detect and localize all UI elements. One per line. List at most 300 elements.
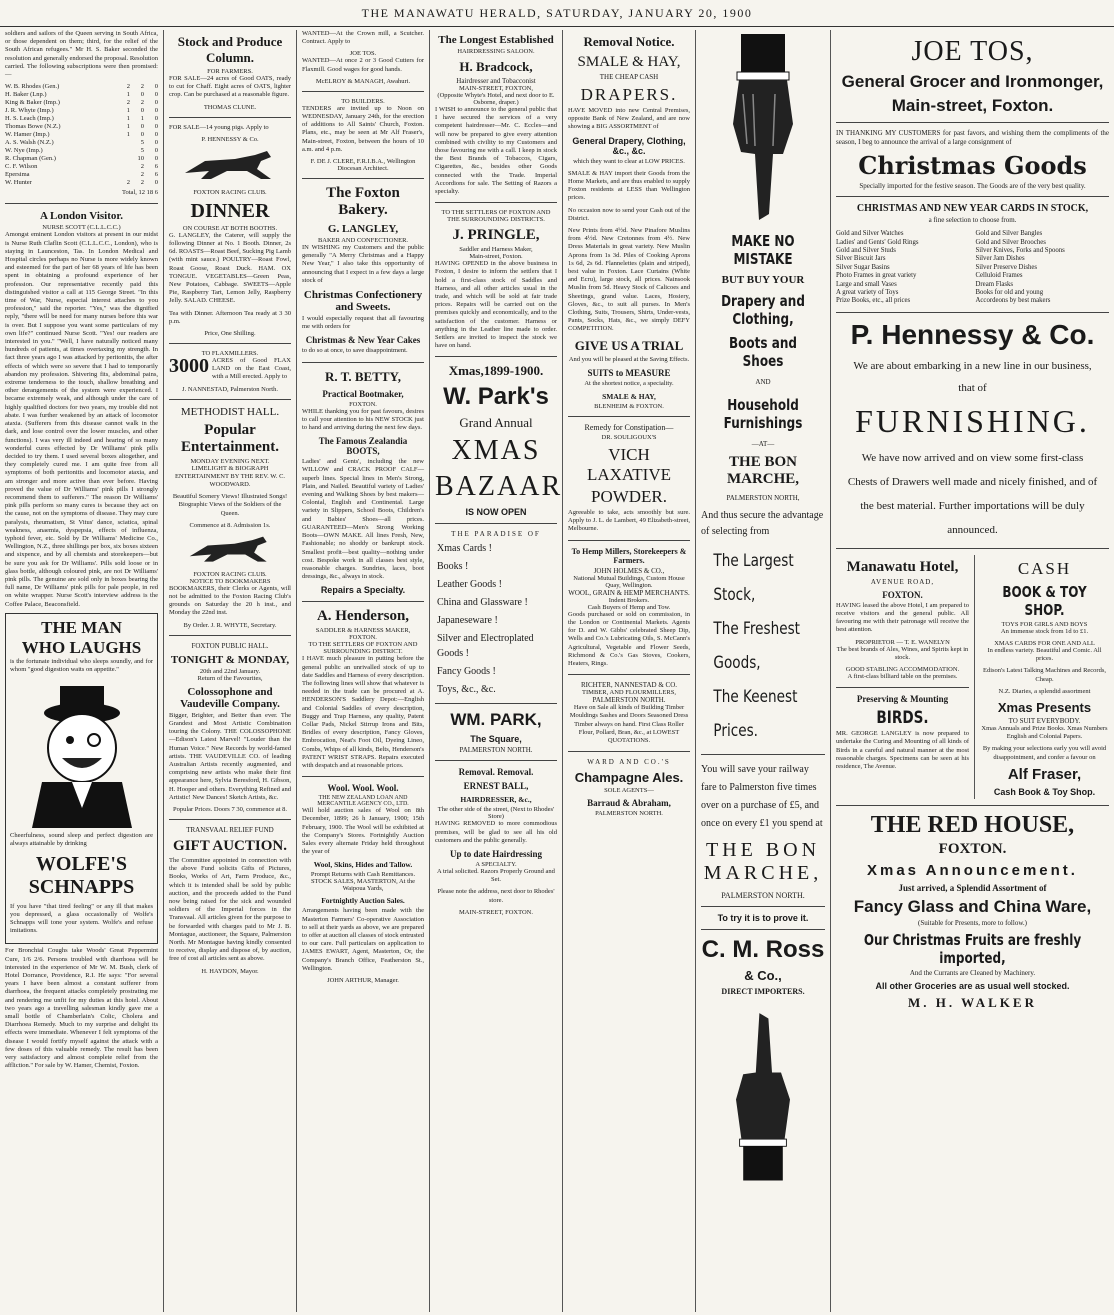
the-square: The Square, (470, 734, 522, 745)
suits-measure: SUITS to MEASURE (587, 367, 671, 378)
subscription-row (5, 83, 158, 91)
furnishing-body: We have now arrived and on view some first-class Chests of Drawers well made and nicely finished, and of the best material. Further importations will be duly announced. (847, 451, 1098, 536)
bon-palmerston: PALMERSTON NORTH, (726, 494, 800, 502)
holmes-address: National Mutual Buildings, Custom House Quay, Wellington. (573, 574, 685, 589)
henderson-body: I HAVE much pleasure in putting before the general public an unrivalled stock of up to date Saddles and Harness of every description. The following lines will show that whatever is needed in the trade can be procured at A. HENDERSON'S Saddlery Depot:—English and Colonial Saddles of every description, Buggy and Trap Harness, any quality, Patent Collar Pads, Nickel Stirrup Irons and Bits, Bridles of every description, Fancy Gloves, Embrocation, Neat's Foot Oil, Dyeing Lineo, Combs, Whips of all kinds, Belts, Henderson's PATENT WRIST STRAPS. Repairs executed with despatch and at reasonable prices. (302, 655, 424, 769)
constipation-remedy: Remedy for Constipation— (584, 423, 674, 433)
subscription-row (5, 131, 158, 139)
and-word: AND (755, 378, 771, 386)
fancy-glass: Fancy Glass and China Ware, (853, 896, 1092, 916)
subscription-amount: 6 (154, 163, 158, 171)
at-word: —AT— (751, 440, 775, 448)
gift-signature: H. HAYDON, Mayor. (201, 967, 259, 975)
racehorse-icon (175, 147, 285, 185)
ernest-ball: ERNEST BALL, (463, 781, 529, 792)
up-to-date: Up to date Hairdressing (449, 849, 543, 860)
bazaar-item: Silver and Electroplated Goods ! (437, 633, 534, 660)
subscriber-name: Thomas Bowe (N.Z.) (5, 123, 61, 131)
selection-early: By making your selections early you will avoid disappointment, and confer a favour on (982, 745, 1107, 761)
immense-stock: An immense stock from 1d to £1. (1000, 627, 1089, 635)
tenders-body: TENDERS are invited up to Noon on WEDNESDAY, January 24th, for the erection of additions to All Saints' Church, Foxton. Plans, etc., may be seen at Mr Alf Fraser's, Main-street, Foxton, between the hours of 10 a.m. and 4 p.m. (302, 104, 424, 153)
smale-hay: SMALE & HAY, (577, 54, 681, 70)
commence: Commence at 8. Admission 1s. (189, 521, 271, 529)
bazaar-word: BAZAAR (435, 471, 562, 503)
smale-body-3: SMALE & HAY import their Goods from the Home Markets, and are thus enabled to supply Foxton residents at LESS than Wellington prices. (568, 169, 690, 202)
ward-co: WARD AND CO.'S (587, 758, 671, 767)
henderson-name: A. Henderson, (316, 608, 410, 625)
subscription-amount (116, 163, 130, 171)
avenue-road: AVENUE ROAD, (870, 577, 935, 586)
betty-trade: Practical Bootmaker, (322, 388, 404, 399)
xmas-cakes: Christmas & New Year Cakes (305, 335, 421, 346)
henderson-settlers: TO THE SETTLERS OF FOXTON AND SURROUNDING DISTRICT. (308, 641, 418, 656)
subscriber-name: A. S. Walsh (N.Z.) (5, 139, 54, 147)
column-3 (297, 30, 429, 1312)
subscription-amount: 2 (126, 83, 130, 91)
now-open: IS NOW OPEN (465, 507, 527, 518)
subscription-amount: 0 (154, 99, 158, 107)
smale-hay-2: SMALE & HAY, (602, 392, 656, 402)
direct-importers: DIRECT IMPORTERS. (721, 987, 805, 996)
specialty: A SPECIALTY. (475, 861, 517, 869)
boots-shoes: Boots and Shoes (729, 334, 797, 370)
xmas-year: Xmas,1899-1900. (448, 363, 544, 379)
subscription-amount: 0 (154, 131, 158, 139)
shortest-notice: At the shortest notice, a speciality. (584, 379, 674, 387)
bookmakers-signature: By Order. J. R. WHYTE, Secretary. (183, 621, 277, 629)
indent-brokers: Indent Brokers. (608, 596, 650, 604)
paradise-of: THE PARADISE OF (451, 530, 541, 539)
visitor-heading: A London Visitor. (39, 210, 124, 223)
ross-co: & Co., (744, 968, 782, 983)
public-hall: FOXTON PUBLIC HALL. (191, 641, 269, 650)
dinner-subheading: ON COURSE AT BOTH BOOTHS. (182, 224, 278, 232)
return-favourites: Return of the Favourites, (197, 674, 263, 682)
barraud-town: PALMERSTON NORTH. (595, 810, 663, 818)
trial-solicited: A trial solicited. Razors Properly Ground and Set. (437, 868, 555, 884)
subscription-row (5, 147, 158, 155)
subscription-row (5, 155, 158, 163)
annuals: Xmas Annuals and Prize Books. Xmas Numbers English and Colonial Papers. (981, 725, 1108, 741)
household-furnishings: Household Furnishings (723, 396, 803, 432)
wpark-heading: W. Park's (443, 383, 549, 411)
stock-column-heading: Stock and Produce Column. (177, 34, 283, 65)
oats-advert: FOR SALE—24 acres of Good OATS, ready to cut for Chaff. Eight acres of OATS, lighter crop. Can be purchased at a reasonable figure. (169, 75, 291, 99)
other-side: The other side of the street, (Next to Rhodes' Store) (437, 806, 555, 821)
manawatu-hotel: Manawatu Hotel, (846, 558, 959, 575)
fortnightly-sales: Fortnightly Auction Sales. (321, 896, 405, 906)
joe-thanks: IN THANKING MY CUSTOMERS for past favors, and wishing them the compliments of the season, I beg to announce the arrival of a large consignment of (836, 129, 1109, 146)
subscription-amount: 1 (140, 115, 144, 123)
general-grocer: General Grocer and Ironmonger, (841, 72, 1104, 91)
endless-variety: In endless variety. Beautiful and Comic. All prices. (987, 647, 1102, 663)
pigs-signature: P. HENNESSY & Co. (201, 135, 259, 143)
cash-word: CASH (1017, 558, 1072, 578)
blenheim: BLENHEIM & FOXTON. (594, 403, 664, 411)
subscription-amount: 0 (140, 123, 144, 131)
edison: Edison's Latest Talking Machines and Records, Cheap. (983, 667, 1106, 683)
dinner-menu: G. LANGLEY, the Caterer, will supply the following Dinner at No. 1 Booth. Dinner, 2s 6d. ROASTS—Roast Beef, Sucking Pig Lamb (with mint sauce.) POULTRY—Roast Fowl, Roast Goose, Roast Duck. HAM. OX TONGUE. VEGETABLES—Green Peas, New Potatoes, Cabbage. SWEETS—Apple Pie, Raspberry Tart, Lemon Jelly, Raspberry Jelly. SALAD. CHEESE. (169, 231, 291, 305)
bazaar-items (435, 541, 557, 697)
champagne-ales: Champagne Ales. (574, 770, 684, 786)
drapery-clothing: Drapery and Clothing, (721, 292, 805, 328)
subscription-amount (116, 155, 130, 163)
subscription-amount: 10 (137, 155, 144, 163)
notice-bookmakers: NOTICE TO BOOKMAKERS (189, 577, 271, 585)
subscription-amount: 0 (154, 107, 158, 115)
timber: TIMBER, AND FLOURMILLERS, (582, 689, 676, 697)
goods-list-item: Gold and Silver Studs (836, 247, 896, 255)
xmas-presents: Xmas Presents (997, 700, 1092, 716)
popular-prices: Popular Prices. Doors 7 30, commence at 8. (172, 805, 288, 813)
subscription-amount: 2 (140, 163, 144, 171)
subscription-intro: soldiers and sailors of the Queen serving in South Africa, or those dependent on them; third, for the relief of the South African refugees." Mr H. S. Baker seconded the resolution and generally endorsed the proposal. Resolution carried. The following subscriptions were then promised:— (5, 30, 158, 79)
xmas-confectionery: Christmas Confectionery and Sweets. (303, 289, 423, 314)
richter-town: PALMERSTON NORTH. (592, 696, 666, 705)
goods-list-item: Ladies' and Gents' Gold Rings (836, 238, 919, 246)
subscription-table (5, 83, 158, 187)
subscription-amount: 0 (154, 147, 158, 155)
xmas-word: XMAS (451, 435, 541, 467)
subscription-amount: 0 (154, 155, 158, 163)
drapers: DRAPERS. (580, 85, 678, 104)
gift-body: The Committee appointed in connection with the above Fund solicits Gifts of Pictures, Books, Works of Art, Farm Produce, &c., which it is intended shall be sold by public auction, and the proceeds added to the Fund now being raised for the sick and wounded soldiers of the Imperial forces in the Transvaal. All articles given for the purpose to be forwarded with charges paid to Mr J. B. Montague, auctioneer, the Square, Palmerston North. Mr Montague having kindly consented to receive, display and dispose of, by auction, free of cost all articles sent as above. (169, 856, 291, 963)
subscription-amount: 1 (126, 131, 130, 139)
tenders-signature: F. DE J. CLERE, F.R.I.B.A., Wellington Diocesan Architect. (310, 158, 416, 173)
red-house: THE RED HOUSE, (870, 811, 1075, 838)
hotel-body: HAVING leased the above Hotel, I am prepared to receive visitors and the general public. All favouring me with their patronage will receive the best attention. (836, 601, 969, 634)
special-import: Specially imported for the festive season. The Goods are of the very best quality. (859, 182, 1086, 190)
subscription-amount: 0 (154, 139, 158, 147)
subscription-row (5, 91, 158, 99)
try-prove: To try it is to prove it. (717, 913, 809, 923)
transvaal-fund: TRANSVAAL RELIEF FUND (186, 825, 274, 834)
goods-list-item: Gold and Silver Watches (836, 230, 904, 238)
racing-club: FOXTON RACING CLUB. (193, 188, 267, 196)
goods-list-item: Silver Biscuit Jars (836, 255, 886, 263)
subscription-amount: 1 (126, 123, 130, 131)
removal-heading: Removal. Removal. (458, 767, 534, 778)
wolfe-cheer: Cheerfulness, sound sleep and perfect digestion are always attainable by drinking (10, 832, 153, 848)
subscription-amount: 0 (154, 115, 158, 123)
masthead: THE MANAWATU HERALD, SATURDAY, JANUARY 20, 1900 (0, 0, 1114, 27)
vich-laxative: VICH LAXATIVE (586, 445, 672, 485)
pringle-body: HAVING OPENED in the above business in Foxton, I desire to inform the settlers that I hold a first-class stock of Saddles and Harness, and all other articles usual in the trade, and which will be sold at fair trade prices. Repairs will be carried out on the premises quickly and economically, and to the satisfaction of the customer. Harness or anything in the Leather line made to order. Settlers are invited to inspect the stock we have on hand. (435, 260, 557, 350)
bottom-split (836, 555, 1109, 799)
bronchial-advert: For Bronchial Coughs take Woods' Great Peppermint Cure, 1/6 2/6. Persons troubled with diarrhoea will be interested in the experience of Mr W. M. Bush, clerk of Hotel Dorrance, Providence, R.I. He says: "For several years I have been almost a constant sufferer from diarrhoea, the frequent attacks completely prostrating me and rendering me unfit for my duties at this hotel. About two years ago a travelling salesman kindly gave me a small bottle of Chamberlain's Colic, Cholera and Diarrhoea Remedy. Much to my surprise and delight its effects were immediate. Whenever I felt symptoms of the disease I would fortify myself against the attack with a few doses of this valuable remedy. The result has been very satisfactory and almost complete relief from the affliction." For sale by W. Hamer, Chemist, Foxton. (5, 947, 158, 1070)
toys-heading: TOYS FOR GIRLS AND BOYS (1001, 620, 1088, 628)
stabling: GOOD STABLING ACCOMMODATION. (845, 666, 960, 674)
wolfe-tail: If you have "that tired feeling" or any ill that makes you depressed, a glass occasionally of Wolfe's Schnapps will tone your system. Wolfe's and refuse imitations. (10, 902, 153, 935)
holmes-name: JOHN HOLMES & CO., (593, 566, 665, 575)
joe-tos: JOE TOS, (911, 36, 1034, 67)
tea-note: Tea with Dinner. Afternoon Tea ready at 3 30 p.m. (169, 309, 291, 325)
wolfe-title-1: THE MAN (41, 617, 122, 637)
currants-cleaned: And the Currants are Cleaned by Machinery. (909, 968, 1036, 977)
wool-heading: Wool. Wool. Wool. (327, 783, 399, 794)
column-7 (831, 30, 1114, 1312)
zealandia-body: Ladies' and Gents', including the new WILLOW and CRACK PROOF CALF—superb lines. Special lines in Men's Strong, Plain, and Nailed. Beautiful variety of Ladies' evening and Walking Shoes by best makers—Colonial, English and Continental. Large variety in Slippers, School Boots, Children's and Babies' Shoes—all prices. GUARANTEED—Men's Strong Working Boots—OWN MAKE. All lines Fresh, New, Fashionable; no shoddy or bankrupt stock. Smallest profit—best quality—nothing under cost. Bespoke work in all classes best style, reasonable charges. Sundries, laces, boot dressings, &c., always in stock. (302, 458, 424, 581)
fortnightly-signature: JOHN ARTHUR, Manager. (327, 977, 399, 984)
wool-body: Will hold auction sales of Wool on 8th December, 1899; 26 h January, 1900; 15th February, 1900. The Wool will be exhibited at the Company's Stores. Fortnightly Auction Sales every alternate Friday held throughout the year of (302, 807, 424, 856)
flax-signature: J. NANNESTAD, Palmerston North. (182, 385, 278, 393)
bookmakers-body: BOOKMAKERS, their Clerks or Agents, will not be admitted to the Foxton Racing Club's grounds on Saturday the 20 h inst., and Monday the 22nd inst. (169, 584, 291, 617)
hairdressing-saloon: HAIRDRESSING SALOON. (457, 48, 535, 55)
flaxmillers-heading: TO FLAXMILLERS. (201, 350, 259, 358)
vich-body: Agreeable to take, acts smoothly but sure. Apply to J. L. de Lambert, 49 Elizabeth-street, Melbourne. (568, 509, 690, 533)
subscription-amount: 2 (140, 83, 144, 91)
baker-title: BAKER AND CONFECTIONER. (317, 237, 409, 245)
removal-notice: Removal Notice. (583, 34, 675, 49)
goods-list-item: Large and small Vases (836, 280, 897, 288)
subscription-row (5, 179, 158, 187)
goods-list-item: Dream Flasks (975, 280, 1014, 288)
subscription-amount: 2 (140, 99, 144, 107)
colossophone: Colossophone and Vaudeville Company. (180, 685, 280, 710)
dates: 20th and 22nd January. (199, 667, 261, 675)
dinner-heading: DINNER (190, 199, 270, 222)
subscription-amount: 0 (140, 131, 144, 139)
largest-stock: The Largest Stock, (713, 551, 794, 605)
cards-in-stock: CHRISTMAS AND NEW YEAR CARDS IN STOCK, (856, 203, 1089, 215)
bon-marche: THE BON MARCHE, (726, 454, 800, 487)
bazaar-item: Xmas Cards ! (437, 543, 492, 555)
removed-body: HAVING REMOVED to more commodious premises, will be glad to see all his old customers and the public generally. (435, 820, 557, 844)
no-occasion: No occasion now to send your Cash out of the District. (568, 206, 690, 222)
monday-evening: MONDAY EVENING NEXT. (190, 457, 270, 465)
railway-fare: You will save your railway fare to Palmerston five times over on a purchase of £5, and once on every £1 you spend at (701, 764, 823, 829)
henderson-trade: SADDLER & HARNESS MAKER, FOXTON. (315, 627, 411, 642)
subscription-amount: 5 (140, 139, 144, 147)
pigs-advert: FOR SALE—14 young pigs. Apply to (169, 123, 269, 131)
christmas-goods: Christmas Goods (858, 151, 1087, 180)
price-list: New Prints from 4½d. New Pinafore Muslins from 4½d. New Cretonnes from 4½. New Dress Materials in great variety. New Muslin Aprons from 1s 3d. Piles of Cooking Aprons 1s 6d, 2s 6d. Flannelettes (plain and striped), best value in Foxton. Lace Curtains (White and Ecru), large stock, all prices. Nainsook Muslin from 5d. Heavy Stock of Calicoes and Sheetings, grand value. Laces, Hosiery, Gloves, &c., to suit all purses. In Men's Clothing, Suits, Trousers, Shirts, Under-vests, Pants, Socks, Hats, &c., we simply DEFY COMPETITION. (568, 227, 690, 333)
goods-list-item: Silver Jam Dishes (975, 255, 1025, 263)
wanted-cutters-sig: McELROY & MANAGH, Awahuri. (315, 77, 411, 85)
subscription-amount: 1 (126, 115, 130, 123)
flax-advert: ACRES of Good FLAX LAND on the East Coast, with a Mill erected. Apply to (212, 357, 291, 381)
bazaar-item: Toys, &c., &c. (437, 684, 496, 696)
smale-body: HAVE MOVED into new Central Premises, opposite Bank of New Zealand, and are now showing a BIG ASSORTMENT of (568, 107, 690, 131)
oats-signature: THOMAS CLUNE. (203, 103, 257, 111)
goods-list-item: Photo Frames in great variety (836, 272, 917, 280)
goods-list-right (976, 230, 1110, 306)
subscriber-name: C. F. Wilson (5, 163, 38, 171)
colossophone-body: Bigger, Brighter, and Better than ever. The Grandest and Most Artistic Combination touring the Colony. THE COLOSSOPHONE—Edison's Latest Marvel! "Louder than the Human Voice." New Records by world-famed artists. THE VAUDEVILLE CO. of leading Australian Artists recently augmented, and comprising new artists who make their first appearance here, Sylvia Beresford, H. Gibson, H. Hooper and others. Everything Refined and Artistic! New Dances! Sketch Artists, &c. (169, 711, 291, 801)
bazaar-item: Fancy Goods ! (437, 666, 496, 678)
billiard: A first-class billiard table on the premises. (847, 673, 958, 681)
brands: The best brands of Ales, Wines, and Spirits kept in stock. (836, 645, 969, 661)
bradcock-name: H. Bradcock, (459, 59, 533, 74)
proprietor: PROPRIETOR — T. E. WANELYN (855, 638, 950, 646)
make-no-mistake: MAKE NO MISTAKE (731, 232, 795, 268)
main-street-foxton: MAIN-STREET, FOXTON. (459, 908, 533, 916)
wolfe-title-2: WHO LAUGHS (21, 637, 142, 657)
popular-entertainment: Popular Entertainment. (181, 421, 279, 455)
subscriber-name: King & Baker (Imp.) (5, 99, 60, 107)
bakery-body-3: to do so at once, to save disappointment. (302, 347, 408, 355)
furnishing: FURNISHING. (855, 402, 1090, 439)
goods-list-item: Silver Sugar Basins (836, 263, 890, 271)
goods-list-item: Gold and Silver Bangles (975, 230, 1043, 238)
visitor-article: Amongst eminent London visitors at present in our midst is Nurse Ruth Claflin Scott (C.L.L.C.C., London), who is staying in Launceston, Tas. In London Medical and Hospital circles perhaps no Nurse is more widely known and esteemed for the part of her 68 years of life has been spent in obtaining a profound experience of her profession. Our representative recently paid this distinguished visitor a call at 115 George Street. "In this time of War, Nurse, especial interest attaches to you profession," said the reporter. "Yes," was the dignified reply, "there will be need for many nurses before this war is over. But I suppose you want some particulars of my own life?" continued Nurse Scott. "Yes! our readers are interested in you." "Well, I have naturally noticed many hundreds of patients, at times overtaxing my strength. In fact three years ago I was attacked by peritonitis, the after effects of which were so severe that I had to temporarily abandon my profession. Shivering fits, abdominal pains, extreme tenderness to the touch, shallow breathing and other derangements of the system were experienced. I became extremely weak, and although under the care of highly qualified doctors for two years, my trouble did not abate. I was further weakened by an attack of locomotor ataxia. (Sufferers from this disease cannot walk in the dark, and lose control over the lower muscles, and other functions). I was very ill indeed and hearing of so many wonderful cures effected by Dr Williams' pink pills decided to try them. I used several boxes altogether, and they completely cured me. I am quite free from all symptoms of both peritonitis and locomotor ataxia, and am stronger and more active than ever before. Having proved the value of Dr Williams' pink pills I strongly recommend them to sufferers." The reason Dr Williams' pink pills perform so many cures is because they act on the cause, not on the symptoms of disease. They may cure paralysis, rheumatism, St Vitus' dance, sciatica, spinal weakness, anaemia, dyspepsia, effects of influenza, typhoid fever, etc. Sold by Dr Williams' Medicine Co., Wellington, N.Z., three shillings per box, six boxes sixteen and sixpence, and by all chemists and storekeepers—but be sure you ask for Dr Williams'. Pills sold loose or in glass bottle, although coloured pink, are not Dr Williams' pink pills. The genuine are sold only in boxes bearing the full name, Dr Williams' pink pills for pale people, in red on white wrapper. Nurse Scott's interview address is the Coffee Palace, Beaconsfield. (5, 231, 158, 608)
smale-body-2: which they want to clear at LOW PRICES. (573, 157, 685, 165)
bazaar-item: Japaneseware ! (437, 615, 498, 627)
pringle-name: J. PRINGLE, (452, 227, 540, 244)
souligoux: DR. SOULIGOUX'S (601, 434, 657, 442)
book-toy-shop: BOOK & TOY SHOP. (1002, 582, 1087, 619)
suit-everybody: TO SUIT EVERYBODY. (1008, 717, 1081, 726)
pringle-trade: Saddler and Harness Maker, (459, 246, 533, 254)
pringle-settlers: TO THE SETTLERS OF FOXTON AND THE SURROUNDING DISTRICTS. (441, 209, 551, 224)
diaries: N.Z. Diaries, a splendid assortment (998, 687, 1091, 695)
betty-body: WHILE thanking you for past favours, desires to call your attention to his NEW STOCK just to hand and arriving during the next few days. (302, 407, 424, 432)
subscription-amount (116, 147, 130, 155)
but-buy: BUT BUY YOUR (721, 274, 805, 286)
wanted-scutcher-sig: JOE TOS. (349, 50, 377, 58)
stock-sales: STOCK SALES, MASTERTON, At the Waipoua Yards, (310, 878, 416, 893)
pleased: And you will be pleased at the Saving Effects. (568, 355, 690, 363)
subscription-row (5, 107, 158, 115)
subscriber-name: H. S. Leach (Imp.) (5, 115, 54, 123)
thus-secure: And thus secure the advantage of selecting from (701, 510, 824, 537)
subscription-amount: 0 (154, 91, 158, 99)
goods-list-item: A great variety of Toys (836, 289, 899, 297)
subscriber-name: W. B. Rhodes (Gen.) (5, 83, 60, 91)
subscriber-name: W. Hamer (Imp.) (5, 131, 50, 139)
the-bon: THE BON (705, 839, 821, 861)
bradcock-body: I WISH to announce to the general public that I have secured the services of a very competent hairdresser—Mr. C. Eccles—and will now be prepared to give every attention combined with civility to my Customers and those favouring me with a call. I keep in stock the Best Brands of Tobaccos, Cigars, Cigarettes, &c., besides other Goods connected with the Trade. Imperial Accordions for sale. The Setting of Razors a specialty. (435, 106, 557, 196)
fine-selection: a fine selection to choose from. (928, 216, 1017, 225)
subscription-amount: 0 (154, 179, 158, 187)
visitor-subheading: NURSE SCOTT (C.L.L.C.C.) (42, 224, 121, 232)
goods-list (836, 230, 1109, 306)
subscription-amount (116, 139, 130, 147)
walker: M. H. WALKER (908, 994, 1037, 1010)
main-street-foxton: Main-street, Foxton. (891, 96, 1054, 115)
betty-town: FOXTON. (349, 400, 377, 408)
pointing-hand-icon (713, 34, 813, 224)
gift-auction: GIFT AUCTION. (173, 837, 287, 854)
wool-items: Wool, Skins, Hides and Tallow. (313, 860, 413, 870)
give-trial: GIVE US A TRIAL (574, 337, 684, 353)
wolfe-subtitle: is the fortunate individual who sleeps soundly, and for whom "good digestion waits on appetite." (10, 657, 153, 673)
goods-list-left (836, 230, 970, 306)
alf-fraser: Alf Fraser, (1007, 765, 1082, 783)
freshest-goods: The Freshest Goods, (713, 619, 801, 673)
wolfe-name-1: WOLFE'S (35, 852, 128, 875)
holmes-body: Goods purchased or sold on commission, in the London or Continental Markets. Agents for D. and W. Gibbs' celebrated Sheep Dip, Wells and Co.'s Lubricating Oils, S. McCann's Agricultural, Vegetable and Flower Seeds, Richmond & Co.'s Gas Stoves, Cookers, Heaters, Rings. (568, 610, 690, 667)
bazaar-item: Leather Goods ! (437, 579, 502, 591)
keenest-prices: The Keenest Prices. (713, 687, 798, 741)
subscription-amount: 2 (126, 179, 130, 187)
goods-list-item: Books for old and young (975, 289, 1044, 297)
fortnightly-body: Arrangements having been made with the Masterton Farmers' Co-operative Association to sell at their yards as above, we are prepared to offer at auction all classes of stock entrusted to our care. Full particulars on application to JAMES EWART, Agent, Masterton, Or, the Company's Branch Office, Featherston St., Wellington. (302, 907, 424, 972)
wanted-cutters: WANTED—At once 2 or 3 Good Cutters for Flaxmill. Good wages for good hands. (302, 57, 424, 73)
sole-agents: SOLE AGENTS— (604, 787, 654, 795)
goods-list-item: Silver Knives, Forks and Spoons (975, 247, 1065, 255)
preserving: Preserving & Mounting (856, 694, 949, 705)
goods-list-item: Celluloid Frames (975, 272, 1023, 280)
subscription-row (5, 163, 158, 171)
alf-sub: Cash Book & Toy Shop. (993, 786, 1096, 797)
nz-loan: THE NEW ZEALAND LOAN AND MERCANTILE AGENCY CO., LTD. (317, 795, 409, 808)
repairs-specialty: Repairs a Specialty. (320, 585, 406, 596)
birds-body: MR. GEORGE LANGLEY is now prepared to undertake the Curing and Mounting of all kinds of Birds in a careful and natural manner at the most reasonable charges. Specimens can be seen at his residence, The Avenue. (836, 730, 969, 771)
hennessy-heading: P. Hennessy & Co. (850, 318, 1095, 350)
red-house-foxton: FOXTON. (938, 840, 1007, 857)
wolfe-advert (5, 613, 158, 945)
racing-club-2: FOXTON RACING CLUB. (193, 570, 267, 578)
subscription-amount: 6 (154, 171, 158, 179)
subscriber-name: R. Chapman (Gen.) (5, 155, 56, 163)
vich-powder: POWDER. (590, 487, 668, 507)
column-6 (696, 30, 830, 1312)
subscriber-name: J. R. Whyte (Imp.) (5, 107, 54, 115)
subscription-amount: 0 (140, 107, 144, 115)
note-address: Please note the address, next door to Rhodes' store. (437, 888, 555, 904)
xmas-announcement: Xmas Announcement. (867, 861, 1078, 879)
racehorse-icon (175, 533, 285, 567)
subscription-row (5, 171, 158, 179)
marche: MARCHE, (703, 862, 823, 884)
barraud: Barraud & Abraham, (587, 798, 671, 809)
general-drapery: General Drapery, Clothing, &c., &c. (572, 135, 686, 156)
hairdresser-title: HAIRDRESSER, &c., (460, 795, 532, 805)
bradcock-opposite: (Opposite Whyte's Hotel, and next door to E. Osborne, draper.) (437, 92, 555, 106)
marche-town: PALMERSTON NORTH. (721, 891, 805, 900)
subscription-row (5, 123, 158, 131)
subscription-amount: 2 (140, 171, 144, 179)
christmas-fruits: Our Christmas Fruits are freshly imported, (863, 930, 1082, 967)
scenery: Beautiful Scenery Views! Illustrated Songs! Biographic Views of the Soldiers of the Queen. (172, 493, 288, 517)
embark: We are about embarking in a new line in our business, that of (853, 359, 1092, 394)
subscription-amount: 0 (154, 123, 158, 131)
for-farmers: FOR FARMERS. (207, 68, 253, 75)
suitable-presents: (Suitable for Presents, more to follow.) (918, 918, 1027, 927)
subscription-row (5, 99, 158, 107)
dinner-price: Price, One Shilling. (204, 330, 256, 338)
cash-buyers: Cash Buyers of Hemp and Tow. (587, 603, 671, 611)
builders-heading: TO BUILDERS. (341, 97, 385, 105)
hemp-millers: To Hemp Millers, Storekeepers & Farmers. (571, 546, 687, 565)
column-1 (0, 30, 163, 1312)
flax-acres: 3000 (169, 355, 209, 378)
bradcock-trade: Hairdresser and Tobacconist (456, 77, 536, 85)
goods-list-item: Gold and Silver Brooches (975, 238, 1046, 246)
subscription-row (5, 115, 158, 123)
subscriber-name: W. Nye (Imp.) (5, 147, 43, 155)
booktoy-block (975, 555, 1109, 799)
wm-park: WM. PARK, (450, 710, 542, 730)
subscription-row (5, 139, 158, 147)
richter-body: Have on Sale all kinds of Building Timber Mouldings Sashes and Doors Seasoned Dress Timber always on hand. First Class Roller Flour, Pollard, Bran, &c., at LOWEST QUOTATIONS. (569, 704, 689, 744)
bakery-body: IN WISHING my Customers and the public generally "A Merry Christmas and a Happy New Year," I also take this opportunity of announcing that I expect in a few days a large stock of (302, 244, 424, 284)
birds: BIRDS. (876, 708, 929, 729)
subscriber-name: W. Hunter (5, 179, 32, 187)
goods-list-item: Silver Preserve Dishes (975, 263, 1038, 271)
hotel-foxton: FOXTON. (882, 589, 923, 600)
wool-returns: Prompt Returns with Cash Remittances. (310, 871, 416, 879)
bradcock-street: MAIN-STREET, FOXTON, (459, 85, 533, 92)
pringle-street: Main-street, Foxton. (469, 253, 523, 261)
column-4 (430, 30, 562, 1312)
subscription-amount: 0 (140, 91, 144, 99)
limelight: LIMELIGHT & BIOGRAPH ENTERTAINMENT BY THE REV. W. C. WOODWARD. (174, 464, 286, 489)
methodist-hall: METHODIST HALL. (180, 405, 280, 418)
tonight-monday: TONIGHT & MONDAY, (170, 653, 290, 666)
subscription-amount: 5 (140, 147, 144, 155)
